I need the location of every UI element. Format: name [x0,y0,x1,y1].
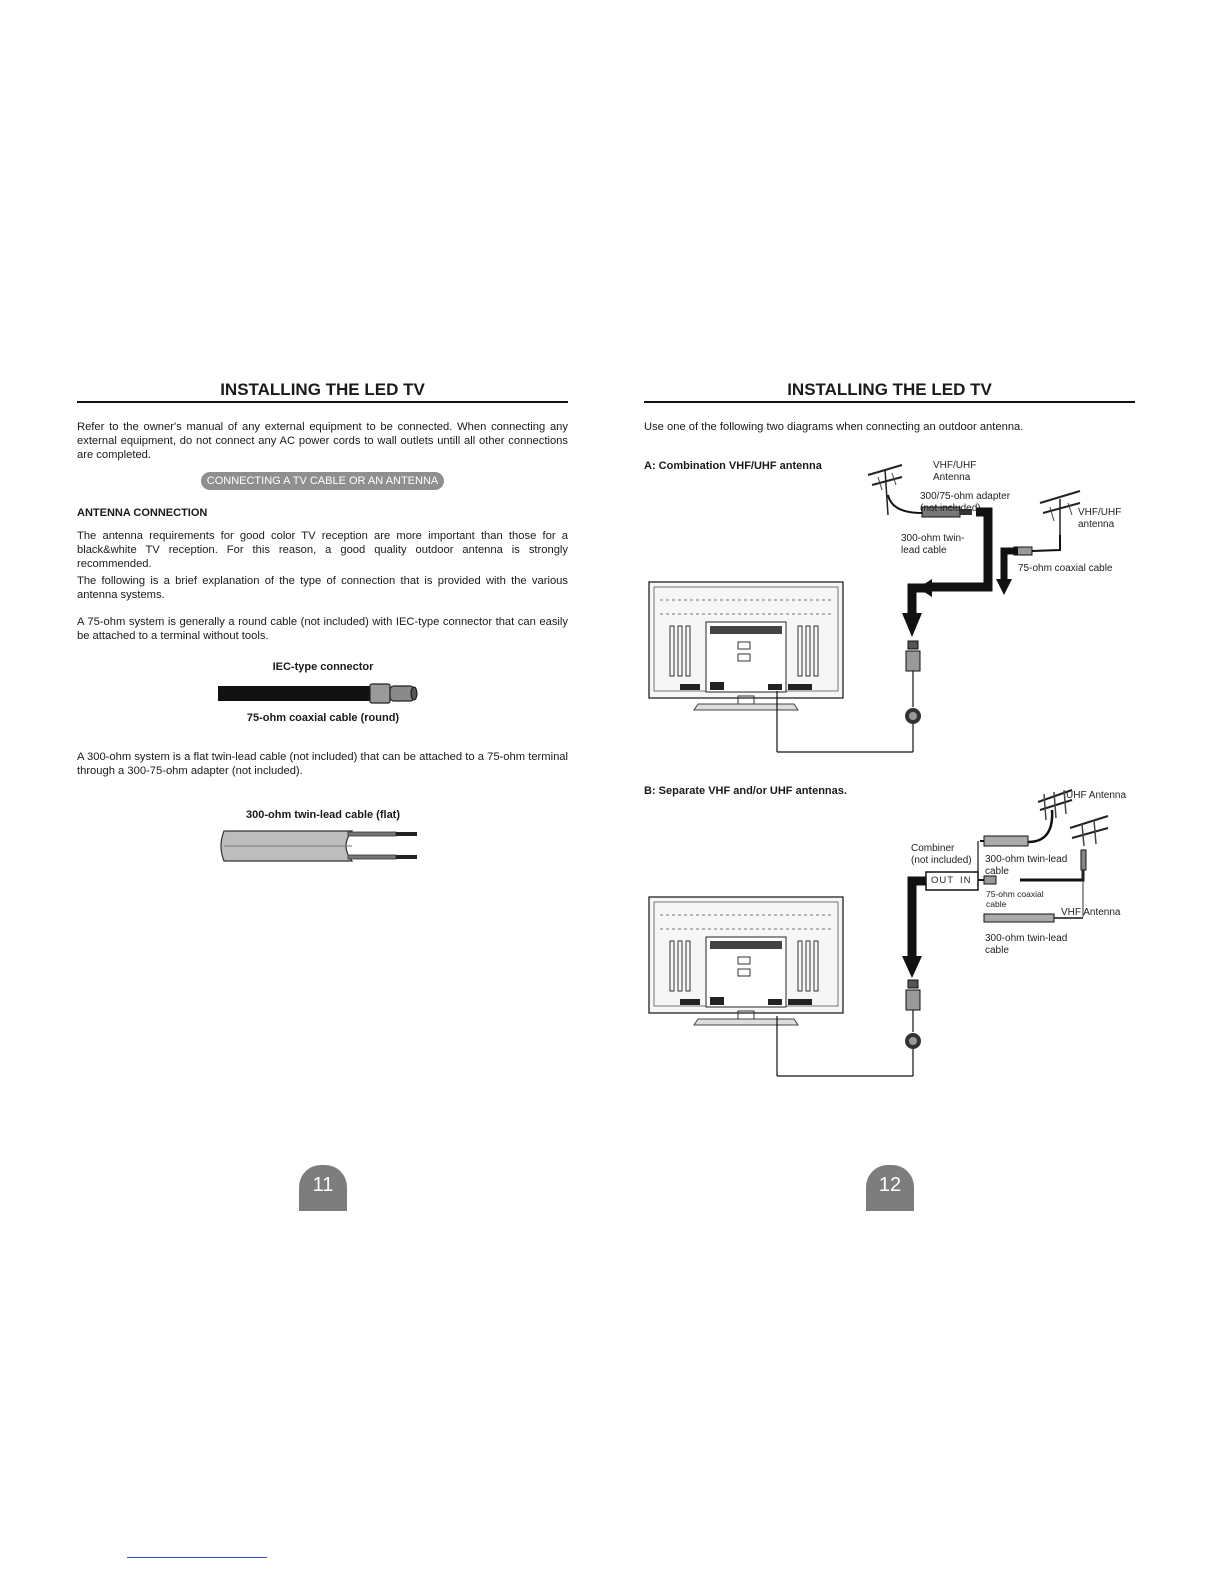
label-b-in: IN [960,875,972,886]
label-b-uhf-antenna: UHF Antenna [1066,790,1127,801]
section-pill: CONNECTING A TV CABLE OR AN ANTENNA [201,472,444,490]
diagram-a-heading: A: Combination VHF/UHF antenna [644,460,822,472]
antenna-wiring-diagram-b [640,780,1130,1080]
coaxial-cable-caption: 75-ohm coaxial cable (round) [246,712,400,724]
left-intro-text: Refer to the owner's manual of any external equipment to be connected. When connecting any external equipment, do not connect any AC power cords to wall outlets untill all other connections are completed. [77,421,568,461]
label-b-twinlead-1: 300-ohm twin-lead cable [985,854,1068,877]
label-b-coax: 75-ohm coaxial cable [986,889,1044,909]
antenna-para-3: A 75-ohm system is generally a round cable (not included) with IEC-type connector that can easily be attached to a terminal without tools. [77,616,568,642]
label-a-coax: 75-ohm coaxial cable [1018,563,1113,574]
left-title-rule [77,401,568,403]
label-b-vhf-antenna: VHF Antenna [1061,907,1121,918]
label-a-antenna2: VHF/UHF antenna [1078,507,1122,530]
label-b-out: OUT [931,875,955,886]
antenna-para-4: A 300-ohm system is a flat twin-lead cable (not included) that can be attached to a 75-ohm terminal through a 300-75-ohm adapter (not included). [77,751,568,777]
right-title-rule [644,401,1135,403]
antenna-para-1: The antenna requirements for good color TV reception are more important than those for a black&white TV reception. For this reason, a good quality outdoor antenna is strongly recommended. [77,530,568,570]
label-b-twinlead-2: 300-ohm twin-lead cable [985,933,1068,956]
coaxial-cable-illustration [218,683,420,705]
antenna-wiring-diagram-a [640,455,1130,755]
diagram-b-heading: B: Separate VHF and/or UHF antennas. [644,785,847,797]
right-page-title: INSTALLING THE LED TV [787,380,992,399]
right-intro-text: Use one of the following two diagrams when connecting an outdoor antenna. [644,421,1024,433]
bottom-link-underline [127,1557,267,1558]
label-a-antenna1: VHF/UHF Antenna [933,460,977,483]
page-number-12: 12 [866,1165,914,1211]
iec-connector-caption: IEC-type connector [272,661,374,673]
antenna-connection-heading: ANTENNA CONNECTION [77,507,208,519]
twinlead-cable-illustration [218,829,420,865]
left-page-title: INSTALLING THE LED TV [220,380,425,399]
label-a-adapter: 300/75-ohm adapter (not included) [920,491,1011,514]
twinlead-caption: 300-ohm twin-lead cable (flat) [245,809,401,821]
antenna-para-2: The following is a brief explanation of the type of connection that is provided with the various antenna systems. [77,575,568,601]
label-b-combiner: Combiner (not included) [911,843,972,866]
label-a-twinlead: 300-ohm twin- lead cable [901,533,965,556]
page-number-11: 11 [299,1165,347,1211]
